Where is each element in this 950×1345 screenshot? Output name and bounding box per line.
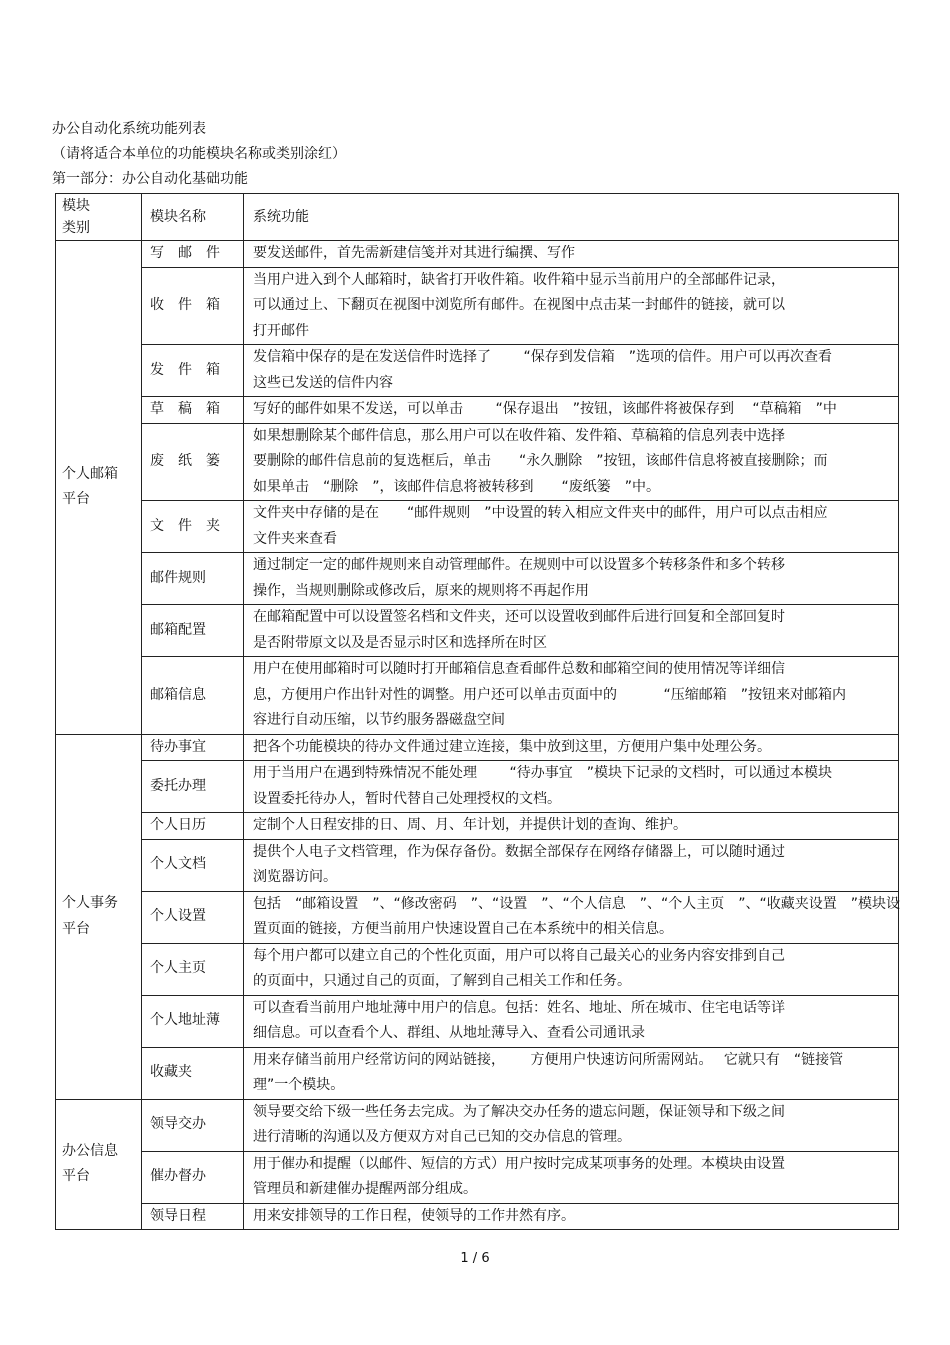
page-number: 1 / 6: [460, 1251, 490, 1266]
function-desc-cell: 要发送邮件，首先需新建信笺并对其进行编撰、写作: [244, 241, 899, 268]
header-module-name: 模块名称: [142, 194, 244, 241]
table-row: [56, 891, 899, 943]
module-name-cell: 领导交办: [142, 1099, 244, 1151]
module-name-cell: 收藏夹: [142, 1047, 244, 1099]
table-row: [56, 241, 899, 268]
function-desc-cell: 文件夹中存储的是在 “邮件规则 ”中设置的转入相应文件夹中的邮件，用户可以点击相应 文件夹来查看: [244, 501, 899, 553]
function-desc-cell: 可以查看当前用户地址薄中用户的信息。包括：姓名、地址、所在城市、住宅电话等详 细信息。可以查看个人、群组、从地址薄导入、查看公司通讯录: [244, 995, 899, 1047]
table-row: [56, 1047, 899, 1099]
module-name-cell: 个人文档: [142, 839, 244, 891]
module-name-cell: 收 件 箱: [142, 267, 244, 345]
module-name-cell: 邮件规则: [142, 553, 244, 605]
function-table-body: [56, 194, 899, 1230]
header-category: 模块 类别: [56, 194, 142, 241]
table-row: [56, 345, 899, 397]
module-name-cell: 写 邮 件: [142, 241, 244, 268]
module-name-cell: 个人日历: [142, 813, 244, 840]
table-row: [56, 943, 899, 995]
table-row: [56, 1099, 899, 1151]
table-row: [56, 553, 899, 605]
function-desc-cell: 通过制定一定的邮件规则来自动管理邮件。在规则中可以设置多个转移条件和多个转移 操作，当规则删除或修改后，原来的规则将不再起作用: [244, 553, 899, 605]
module-name-cell: 废 纸 篓: [142, 423, 244, 501]
module-name-cell: 催办督办: [142, 1151, 244, 1203]
table-row: [56, 501, 899, 553]
table-row: [56, 734, 899, 761]
module-name-cell: 个人设置: [142, 891, 244, 943]
function-desc-cell: 用于催办和提醒（以邮件、短信的方式）用户按时完成某项事务的处理。本模块由设置 管理员和新建催办提醒两部分组成。: [244, 1151, 899, 1203]
header-function: 系统功能: [244, 194, 899, 241]
table-header-row: [56, 194, 899, 241]
table-row: [56, 423, 899, 501]
function-desc-cell: 提供个人电子文档管理，作为保存备份。数据全部保存在网络存储器上，可以随时通过 浏览器访问。: [244, 839, 899, 891]
module-name-cell: 草 稿 箱: [142, 397, 244, 424]
module-name-cell: 领导日程: [142, 1203, 244, 1230]
table-row: [56, 761, 899, 813]
table-row: [56, 839, 899, 891]
section-title: 第一部分：办公自动化基础功能: [52, 171, 248, 187]
module-name-cell: 发 件 箱: [142, 345, 244, 397]
function-desc-cell: 用户在使用邮箱时可以随时打开邮箱信息查看邮件总数和邮箱空间的使用情况等详细信 息，方便用户作出针对性的调整。用户还可以单击页面中的 “压缩邮箱 ”按钮来对邮箱内 容进行自动压缩，以节约服务器磁盘空间: [244, 657, 899, 735]
function-desc-cell: 在邮箱配置中可以设置签名档和文件夹，还可以设置收到邮件后进行回复和全部回复时 是否附带原文以及是否显示时区和选择所在时区: [244, 605, 899, 657]
table-row: [56, 605, 899, 657]
category-cell: 办公信息 平台: [56, 1099, 142, 1230]
function-desc-cell: 用来安排领导的工作日程，使领导的工作井然有序。: [244, 1203, 899, 1230]
document-subtitle: （请将适合本单位的功能模块名称或类别涂红）: [52, 146, 346, 162]
module-name-cell: 待办事宜: [142, 734, 244, 761]
function-desc-cell: 如果想删除某个邮件信息，那么用户可以在收件箱、发件箱、草稿箱的信息列表中选择 要删除的邮件信息前的复选框后，单击 “永久删除 ”按钮，该邮件信息将被直接删除；而 如果单击 “删除 ”，该邮件信息将被转移到 “废纸篓 ”中。: [244, 423, 899, 501]
function-desc-cell: 把各个功能模块的待办文件通过建立连接，集中放到这里，方便用户集中处理公务。: [244, 734, 899, 761]
function-desc-cell: 领导要交给下级一些任务去完成。为了解决交办任务的遗忘问题，保证领导和下级之间 进行清晰的沟通以及方便双方对自己已知的交办信息的管理。: [244, 1099, 899, 1151]
function-desc-cell: 定制个人日程安排的日、周、月、年计划，并提供计划的查询、维护。: [244, 813, 899, 840]
module-name-cell: 个人地址薄: [142, 995, 244, 1047]
function-desc-cell: 包括 “邮箱设置 ”、“修改密码 ”、“设置 ”、“个人信息 ”、“个人主页 ”、“收藏夹设置 ”模块设 置页面的链接，方便当前用户快速设置自己在本系统中的相关信息。: [244, 891, 899, 943]
module-name-cell: 文 件 夹: [142, 501, 244, 553]
module-name-cell: 个人主页: [142, 943, 244, 995]
document-title: 办公自动化系统功能列表: [52, 121, 206, 137]
function-desc-cell: 每个用户都可以建立自己的个性化页面，用户可以将自己最关心的业务内容安排到自己 的页面中，只通过自己的页面，了解到自己相关工作和任务。: [244, 943, 899, 995]
category-cell: 个人邮箱 平台: [56, 241, 142, 735]
function-desc-cell: 写好的邮件如果不发送，可以单击 “保存退出 ”按钮，该邮件将被保存到 “草稿箱 ”中: [244, 397, 899, 424]
table-row: [56, 657, 899, 735]
table-row: [56, 813, 899, 840]
module-name-cell: 委托办理: [142, 761, 244, 813]
table-row: [56, 995, 899, 1047]
table-row: [56, 1151, 899, 1203]
function-desc-cell: 用于当用户在遇到特殊情况不能处理 “待办事宜 ”模块下记录的文档时，可以通过本模块 设置委托待办人，暂时代替自己处理授权的文档。: [244, 761, 899, 813]
function-desc-cell: 当用户进入到个人邮箱时，缺省打开收件箱。收件箱中显示当前用户的全部邮件记录， 可以通过上、下翻页在视图中浏览所有邮件。在视图中点击某一封邮件的链接，就可以 打开邮件: [244, 267, 899, 345]
table-row: [56, 397, 899, 424]
function-desc-cell: 发信箱中保存的是在发送信件时选择了 “保存到发信箱 ”选项的信件。用户可以再次查看 这些已发送的信件内容: [244, 345, 899, 397]
category-cell: 个人事务 平台: [56, 734, 142, 1099]
function-desc-cell: 用来存储当前用户经常访问的网站链接， 方便用户快速访问所需网站。 它就只有 “链接管 理”一个模块。: [244, 1047, 899, 1099]
table-row: [56, 1203, 899, 1230]
module-name-cell: 邮箱信息: [142, 657, 244, 735]
function-table: [55, 193, 899, 1230]
table-row: [56, 267, 899, 345]
module-name-cell: 邮箱配置: [142, 605, 244, 657]
